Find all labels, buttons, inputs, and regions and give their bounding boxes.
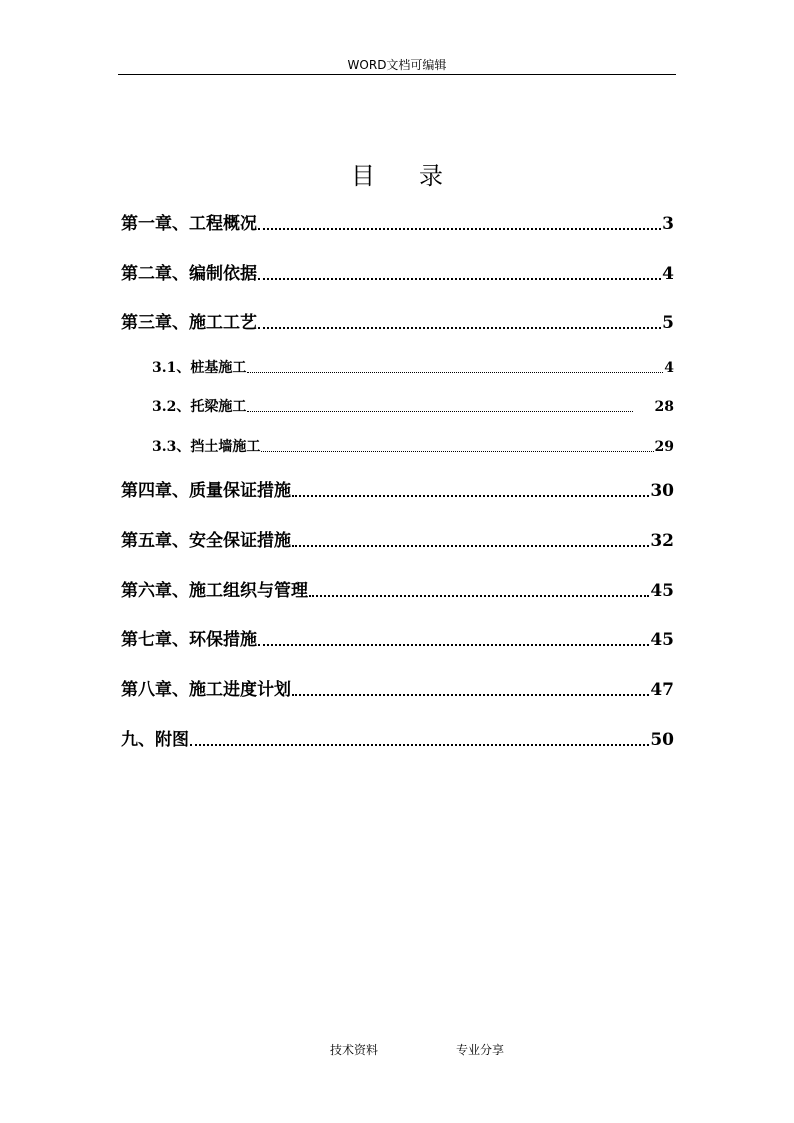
toc-entry-label: 第五章、安全保证措施 [121, 531, 291, 551]
dot-leader [258, 228, 661, 230]
toc-entry-chapter-7[interactable] [121, 629, 674, 651]
toc-entry-chapter-8[interactable] [121, 679, 674, 701]
dot-leader [292, 694, 649, 696]
toc-title [0, 160, 794, 192]
toc-entry-chapter-3[interactable] [121, 312, 674, 334]
toc-entry-chapter-5[interactable] [121, 530, 674, 552]
toc-title-char-2: 录 [419, 162, 443, 190]
toc-entry-chapter-1[interactable] [121, 213, 674, 235]
page-header: WORD文档可编辑 [347, 58, 447, 72]
toc-title-char-1: 目 [351, 162, 375, 190]
dot-leader [247, 411, 633, 412]
toc-entry-chapter-4[interactable] [121, 480, 674, 502]
toc-entry-appendix[interactable] [121, 729, 674, 751]
toc-entry-page: 4 [664, 360, 674, 376]
toc-entry-label: 第三章、施工工艺 [121, 313, 257, 333]
toc-entry-page: 45 [650, 630, 674, 650]
toc-entry-label: 第四章、质量保证措施 [121, 481, 291, 501]
dot-leader [258, 327, 661, 329]
toc-entry-page: 32 [650, 531, 674, 551]
toc-entry-page: 50 [650, 730, 674, 750]
toc-entry-label: 九、附图 [121, 730, 189, 750]
dot-leader [292, 495, 649, 497]
toc-entry-section-3-1[interactable] [152, 359, 674, 377]
toc-entry-label: 第七章、环保措施 [121, 630, 257, 650]
toc-entry-label: 3.2、托梁施工 [152, 399, 247, 415]
footer-left-text: 技术资料 [330, 1043, 379, 1057]
toc-entry-page: 4 [662, 264, 674, 284]
header-divider [118, 74, 676, 75]
toc-entry-label: 第二章、编制依据 [121, 264, 257, 284]
dot-leader [261, 451, 653, 452]
toc-entry-page: 45 [650, 581, 674, 601]
toc-entry-label: 3.3、挡土墙施工 [152, 439, 261, 455]
dot-leader [309, 595, 649, 597]
toc-entry-page: 5 [662, 313, 674, 333]
toc-entry-chapter-2[interactable] [121, 263, 674, 285]
dot-leader [190, 744, 649, 746]
toc-entry-label: 第八章、施工进度计划 [121, 680, 291, 700]
page-footer [0, 1041, 794, 1059]
toc-entry-page: 30 [650, 481, 674, 501]
dot-leader [258, 644, 649, 646]
dot-leader [292, 545, 649, 547]
footer-right-text: 专业分享 [456, 1043, 505, 1057]
toc-entry-chapter-6[interactable] [121, 580, 674, 602]
dot-leader [258, 278, 661, 280]
toc-entry-section-3-3[interactable] [152, 438, 674, 456]
toc-entry-page: 47 [650, 680, 674, 700]
toc-entry-label: 第六章、施工组织与管理 [121, 581, 308, 601]
toc-entry-label: 3.1、桩基施工 [152, 360, 247, 376]
toc-entry-page: 3 [662, 214, 674, 234]
toc-entry-page: 28 [654, 399, 674, 415]
dot-leader [247, 372, 663, 373]
toc-entry-section-3-2[interactable] [152, 398, 674, 416]
toc-entry-label: 第一章、工程概况 [121, 214, 257, 234]
toc-entry-page: 29 [654, 439, 674, 455]
